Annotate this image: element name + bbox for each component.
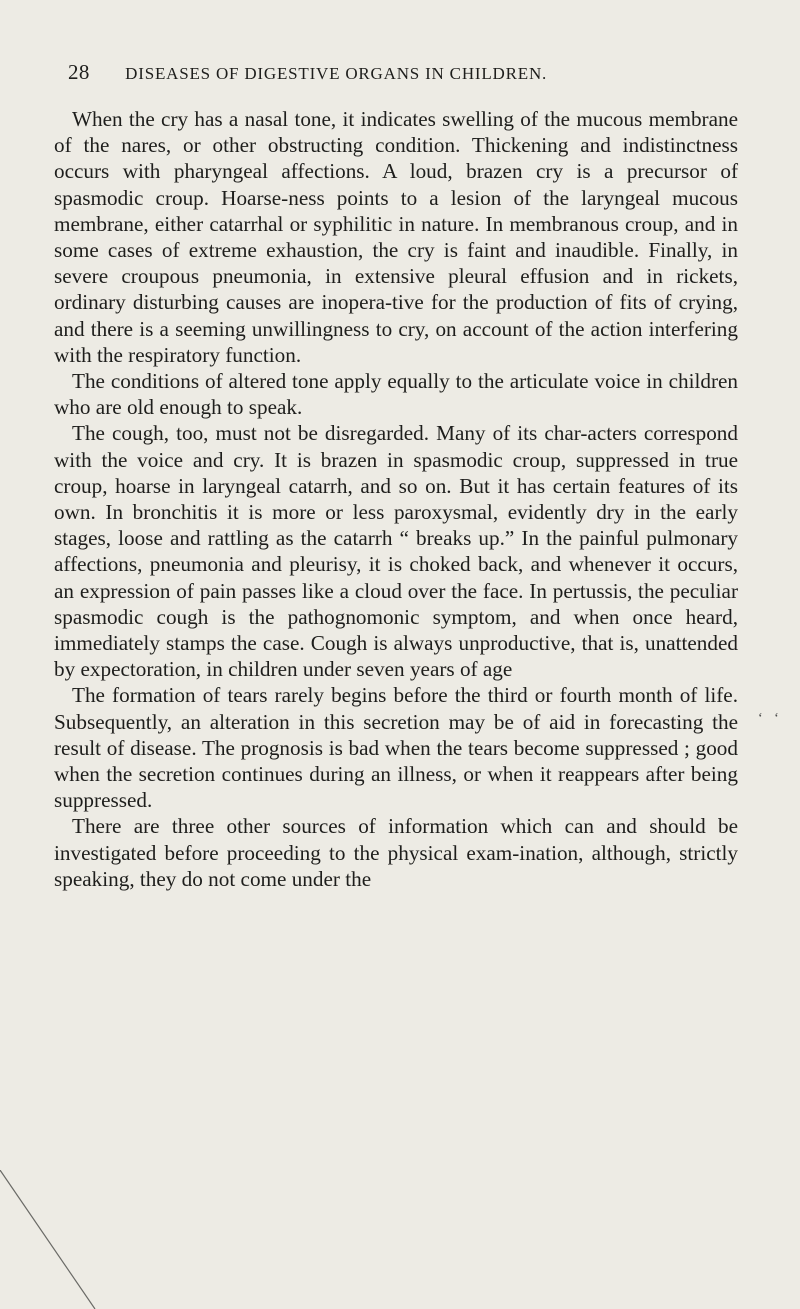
- paragraph-other-sources: There are three other sources of information which can and should be investigated before proceeding to the physical exam-ination, although, strictly speaking, they do not come under the: [54, 814, 738, 891]
- running-head: [68, 60, 748, 85]
- margin-mark: ‘ ‘: [758, 711, 783, 726]
- running-title: DISEASES OF DIGESTIVE ORGANS IN CHILDREN.: [125, 64, 548, 83]
- body-text: [54, 106, 738, 892]
- paragraph-tears: The formation of tears rarely begins before the third or fourth month of life. Subsequently, an alteration in this secretion may be of aid in forecasting the result of disease. The prognosis is bad when the tears become suppressed ; good when the secretion continues during an illness, or when it reappears after being suppressed.: [54, 683, 738, 813]
- paragraph-articulate-voice: The conditions of altered tone apply equally to the articulate voice in children who are old enough to speak.: [54, 369, 738, 420]
- paragraph-cry-tone: When the cry has a nasal tone, it indicates swelling of the mucous membrane of the nares, or other obstructing condition. Thickening and indistinctness occurs with pharyngeal affections. A loud, brazen cry is a precursor of spasmodic croup. Hoarse-ness points to a lesion of the laryngeal mucous membrane, either catarrhal or syphilitic in nature. In membranous croup, and in some cases of extreme exhaustion, the cry is faint and inaudible. Finally, in severe croupous pneumonia, in extensive pleural effusion and in rickets, ordinary disturbing causes are inopera-tive for the production of fits of crying, and there is a seeming unwillingness to cry, on account of the action interfering with the respiratory function.: [54, 107, 738, 367]
- page-corner-crease: [0, 1170, 120, 1309]
- page-number: 28: [68, 60, 90, 84]
- paragraph-cough: The cough, too, must not be disregarded. Many of its char-acters correspond with the voice and cry. It is brazen in spasmodic croup, suppressed in true croup, hoarse in laryngeal catarrh, and so on. But it has certain features of its own. In bronchitis it is more or less paroxysmal, evidently dry in the early stages, loose and rattling as the catarrh “ breaks up.” In the painful pulmonary affections, pneumonia and pleurisy, it is choked back, and whenever it occurs, an expression of pain passes like a cloud over the face. In pertussis, the peculiar spasmodic cough is the pathognomonic symptom, and when once heard, immediately stamps the case. Cough is always unproductive, that is, unattended by expectoration, in children under seven years of age: [54, 421, 738, 682]
